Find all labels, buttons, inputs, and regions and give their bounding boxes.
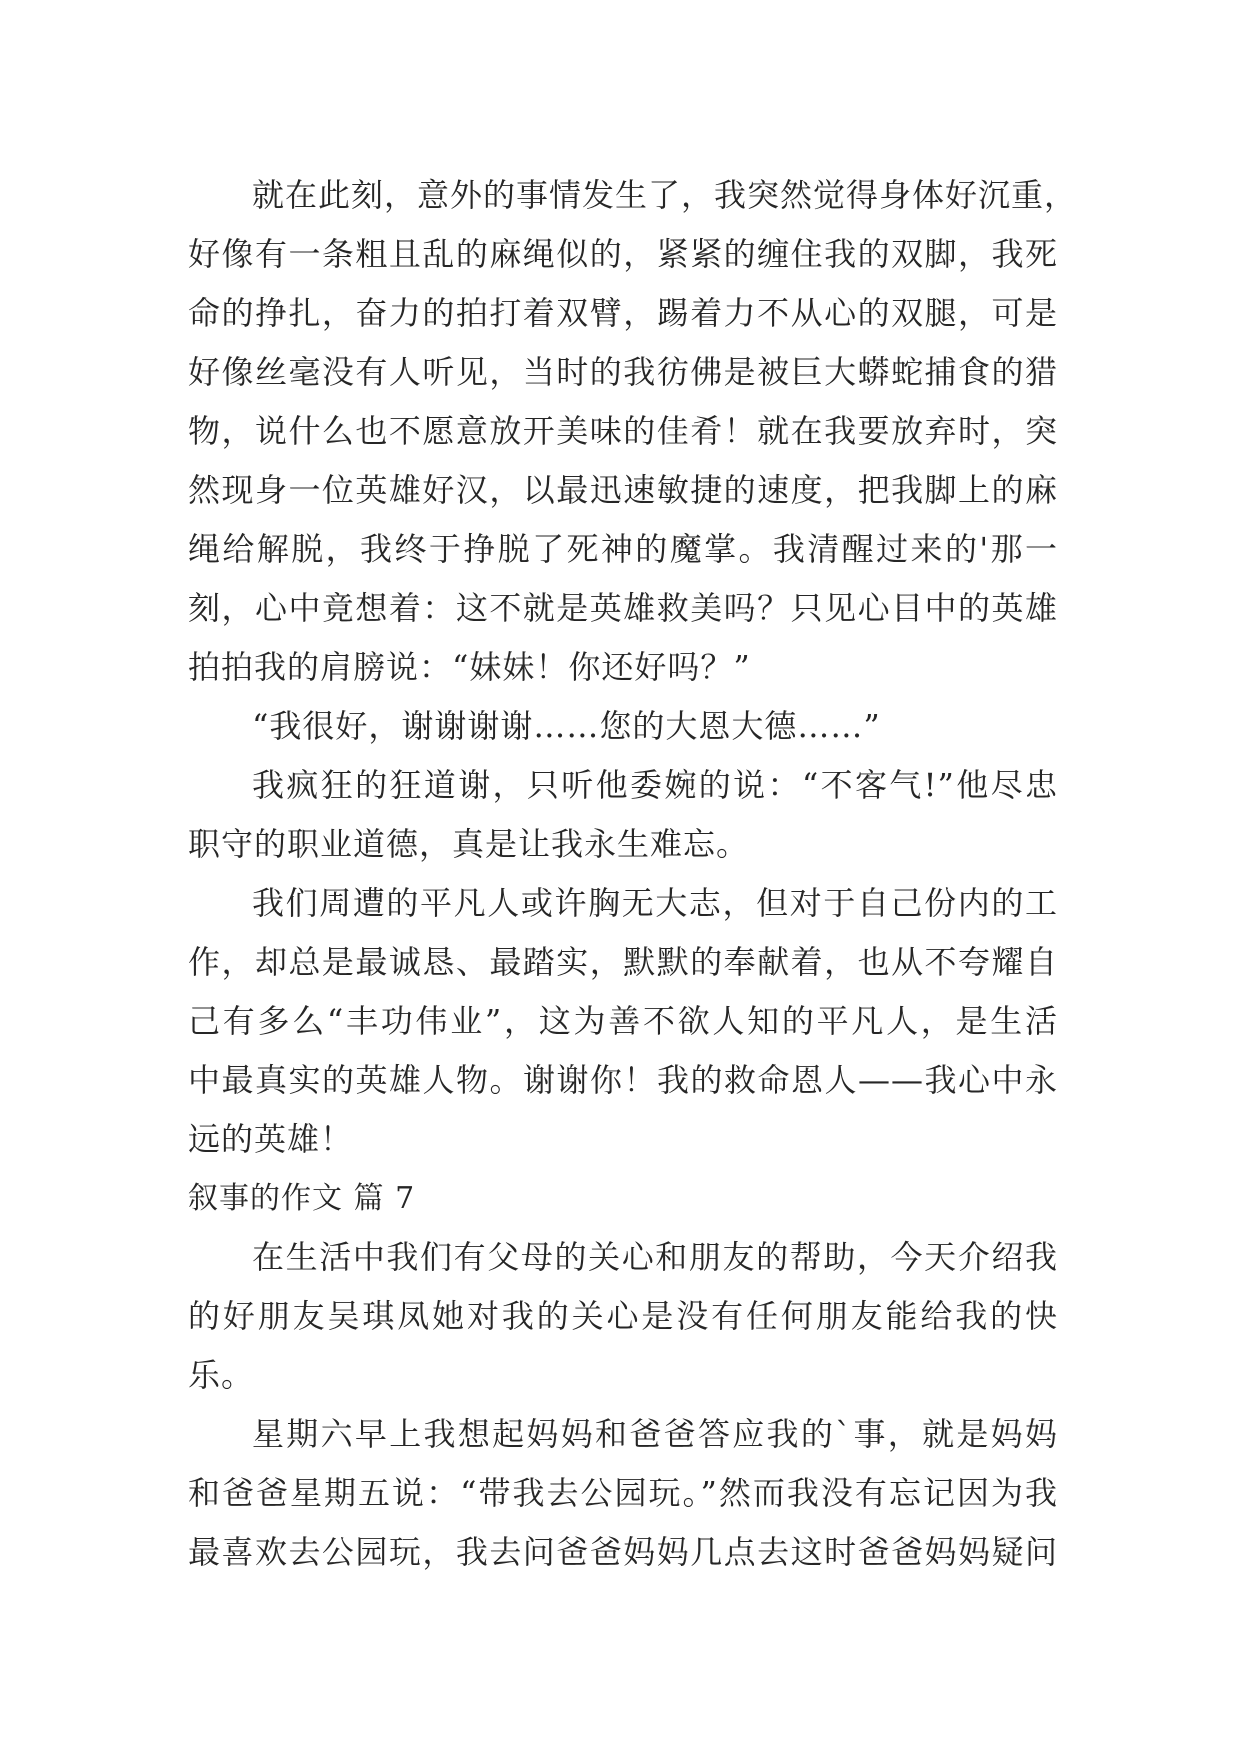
paragraph — [188, 756, 1058, 874]
text-line: 就在此刻，意外的事情发生了，我突然觉得身体好沉重， — [252, 176, 1078, 214]
text-line: 我们周遭的平凡人或许胸无大志，但对于自己份内的工 — [252, 884, 1058, 922]
text-line: 星期六早上我想起妈妈和爸爸答应我的`事，就是妈妈 — [252, 1415, 1058, 1453]
text-line: “我很好，谢谢谢谢……您的大恩大德……” — [252, 707, 881, 745]
text-line: 然现身一位英雄好汉，以最迅速敏捷的速度，把我脚上的麻 — [188, 471, 1058, 509]
text-line: 好像有一条粗且乱的麻绳似的，紧紧的缠住我的双脚，我死 — [188, 235, 1058, 273]
text-line: 己有多么“丰功伟业”，这为善不欲人知的平凡人，是生活 — [188, 1002, 1058, 1040]
text-line: 绳给解脱，我终于挣脱了死神的魔掌。我清醒过来的'那一 — [188, 530, 1058, 568]
text-line: 好像丝毫没有人听见，当时的我彷佛是被巨大蟒蛇捕食的猎 — [188, 353, 1058, 391]
text-line: 乐。 — [188, 1356, 255, 1394]
text-line: 的好朋友吴琪凤她对我的关心是没有任何朋友能给我的快 — [188, 1297, 1058, 1335]
text-line: 命的挣扎，奋力的拍打着双臂，踢着力不从心的双腿，可是 — [188, 294, 1058, 332]
paragraph — [188, 697, 1058, 756]
text-line: 和爸爸星期五说：“带我去公园玩。”然而我没有忘记因为我 — [188, 1474, 1058, 1512]
text-line: 中最真实的英雄人物。谢谢你！我的救命恩人——我心中永 — [188, 1061, 1058, 1099]
section-heading: 叙事的作文 篇 7 — [188, 1181, 416, 1216]
text-line: 拍拍我的肩膀说：“妹妹！你还好吗？” — [188, 648, 751, 686]
text-line: 我疯狂的狂道谢，只听他委婉的说：“不客气!”他尽忠 — [252, 766, 1058, 804]
paragraph — [188, 874, 1058, 1169]
text-line: 在生活中我们有父母的关心和朋友的帮助，今天介绍我 — [252, 1238, 1058, 1276]
document-body — [188, 166, 1078, 1582]
text-line: 物，说什么也不愿意放开美味的佳肴！就在我要放弃时，突 — [188, 412, 1058, 450]
paragraph — [188, 1228, 1058, 1405]
text-line: 作，却总是最诚恳、最踏实，默默的奉献着，也从不夸耀自 — [188, 943, 1058, 981]
text-line: 最喜欢去公园玩，我去问爸爸妈妈几点去这时爸爸妈妈疑问 — [188, 1533, 1058, 1571]
paragraph — [188, 166, 1078, 697]
paragraph — [188, 1405, 1058, 1582]
text-line: 刻，心中竟想着：这不就是英雄救美吗？只见心目中的英雄 — [188, 589, 1058, 627]
text-line: 职守的职业道德，真是让我永生难忘。 — [188, 825, 750, 863]
text-line: 远的英雄！ — [188, 1120, 354, 1158]
